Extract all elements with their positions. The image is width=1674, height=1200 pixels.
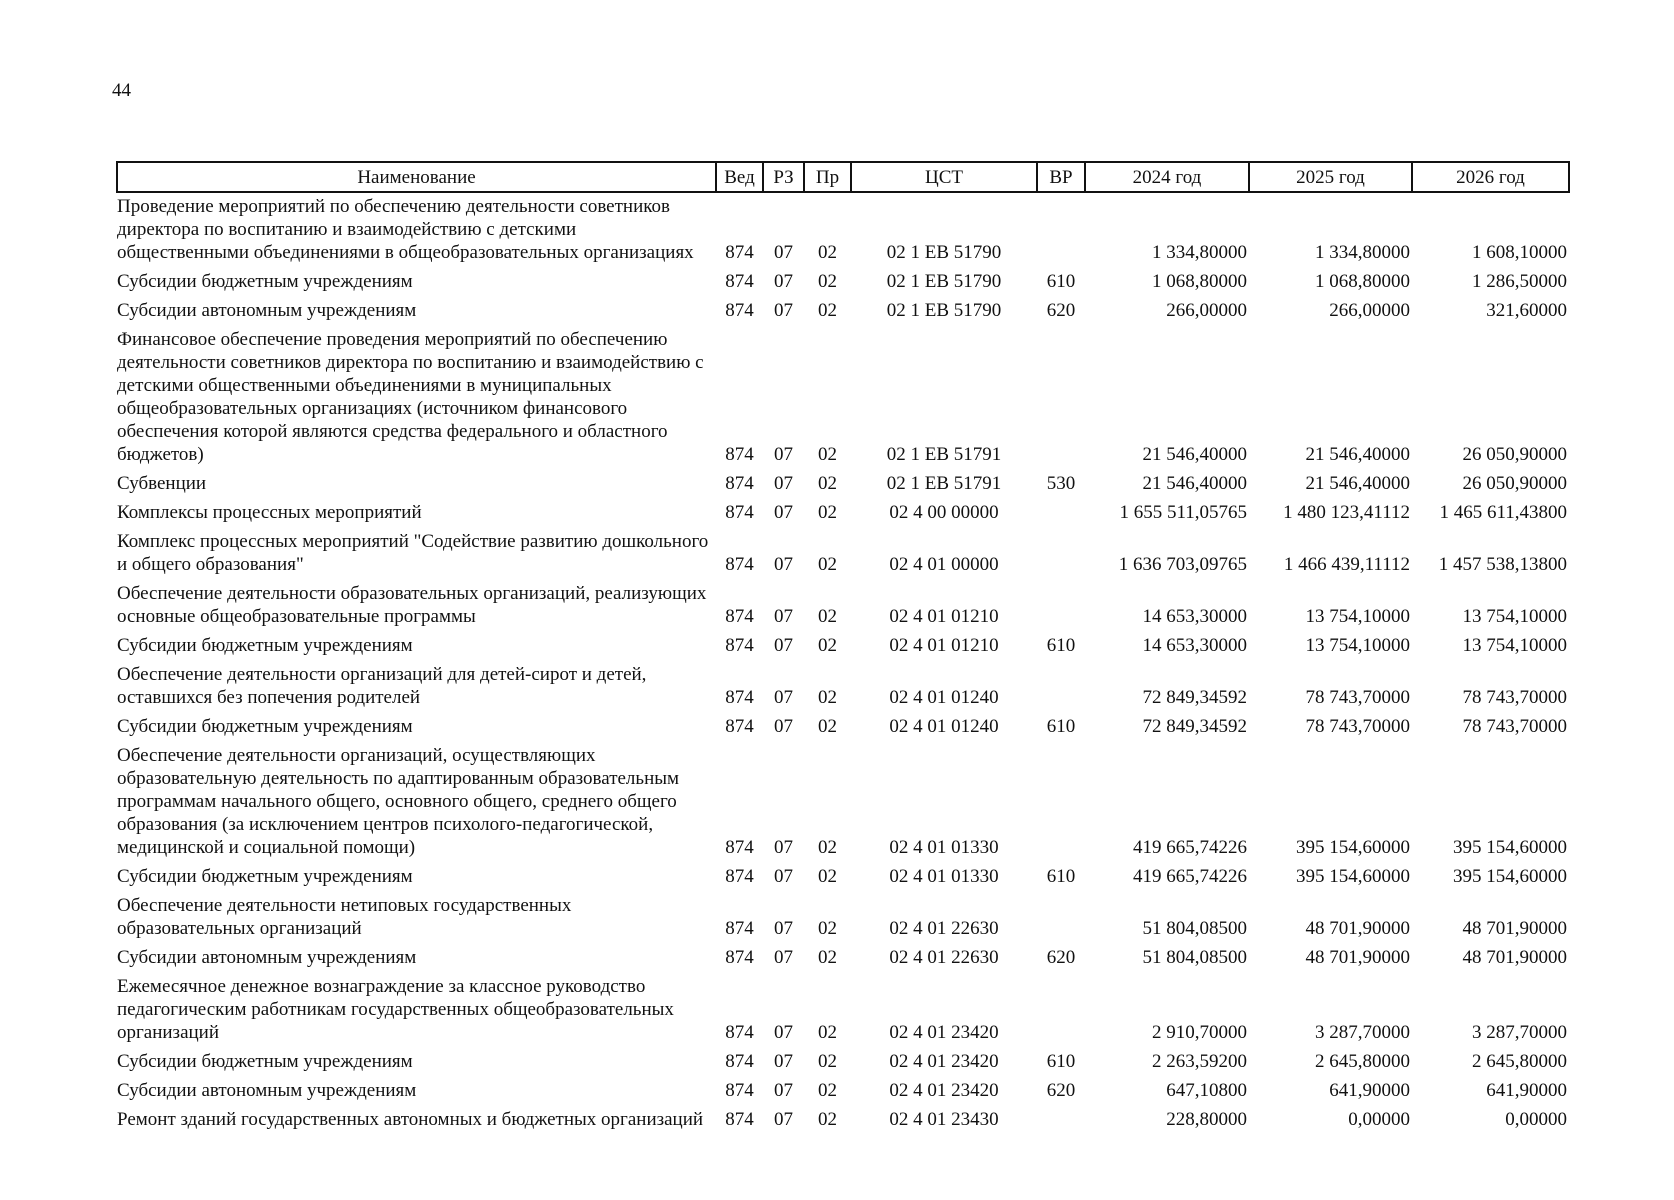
cell-y2025: 21 546,40000 — [1305, 473, 1410, 494]
cell-name: Проведение мероприятий по обеспечению деятельности советников директора по воспитанию и взаимодействию с детскими общественными объединениями в общеобразовательных организациях — [117, 196, 694, 263]
cell-rz: 07 — [774, 1051, 793, 1072]
table-row — [117, 663, 1569, 715]
cell-y2025: 13 754,10000 — [1305, 606, 1410, 627]
cell-cst: 02 4 01 23420 — [889, 1051, 999, 1072]
cell-name: Субсидии автономным учреждениям — [117, 1080, 417, 1101]
cell-y2024: 72 849,34592 — [1142, 716, 1247, 737]
cell-y2025: 641,90000 — [1329, 1080, 1410, 1101]
table-row — [117, 192, 1569, 270]
page-number: 44 — [112, 80, 131, 101]
cell-rz: 07 — [774, 716, 793, 737]
table-row — [117, 530, 1569, 582]
cell-y2025: 78 743,70000 — [1305, 716, 1410, 737]
cell-cst: 02 4 01 23420 — [889, 1080, 999, 1101]
cell-pr: 02 — [818, 716, 837, 737]
cell-cst: 02 4 01 01210 — [889, 635, 999, 656]
cell-ved: 874 — [725, 1080, 754, 1101]
cell-name: Комплексы процессных мероприятий — [117, 502, 422, 523]
cell-y2026: 1 457 538,13800 — [1438, 554, 1567, 575]
cell-y2025: 266,00000 — [1329, 300, 1410, 321]
cell-y2025: 0,00000 — [1348, 1109, 1410, 1130]
table-row — [117, 1079, 1569, 1108]
cell-pr: 02 — [818, 1109, 837, 1130]
cell-y2025: 1 334,80000 — [1315, 242, 1410, 263]
cell-cst: 02 4 01 00000 — [889, 554, 999, 575]
cell-vr: 610 — [1046, 866, 1076, 887]
cell-ved: 874 — [725, 606, 754, 627]
table-header-row — [117, 162, 1569, 192]
cell-y2026: 13 754,10000 — [1462, 635, 1567, 656]
cell-vr: 610 — [1046, 635, 1076, 656]
header-2026: 2026 год — [1412, 162, 1569, 192]
cell-name: Ремонт зданий государственных автономных и бюджетных организаций — [117, 1109, 704, 1130]
cell-name: Субсидии автономным учреждениям — [117, 947, 417, 968]
table-row — [117, 975, 1569, 1050]
cell-name: Комплекс процессных мероприятий "Содействие развитию дошкольного и общего образования" — [117, 531, 709, 575]
cell-vr — [1037, 501, 1085, 530]
cell-y2026: 1 286,50000 — [1472, 271, 1567, 292]
cell-y2026: 3 287,70000 — [1472, 1022, 1567, 1043]
cell-vr — [1037, 192, 1085, 270]
header-2024: 2024 год — [1085, 162, 1249, 192]
cell-pr: 02 — [818, 300, 837, 321]
cell-y2024: 72 849,34592 — [1142, 687, 1247, 708]
cell-vr: 530 — [1046, 473, 1076, 494]
table-row — [117, 582, 1569, 634]
cell-vr — [1037, 328, 1085, 472]
cell-ved: 874 — [725, 300, 754, 321]
table-row — [117, 894, 1569, 946]
cell-rz: 07 — [774, 1080, 793, 1101]
cell-rz: 07 — [774, 473, 793, 494]
cell-pr: 02 — [818, 918, 837, 939]
cell-vr: 620 — [1046, 1080, 1076, 1101]
cell-y2026: 48 701,90000 — [1462, 947, 1567, 968]
cell-y2026: 0,00000 — [1505, 1109, 1567, 1130]
table-row — [117, 1050, 1569, 1079]
cell-y2024: 2 910,70000 — [1152, 1022, 1247, 1043]
cell-rz: 07 — [774, 300, 793, 321]
cell-pr: 02 — [818, 606, 837, 627]
cell-y2024: 14 653,30000 — [1142, 635, 1247, 656]
cell-pr: 02 — [818, 1080, 837, 1101]
cell-rz: 07 — [774, 635, 793, 656]
cell-ved: 874 — [725, 242, 754, 263]
cell-y2026: 78 743,70000 — [1462, 687, 1567, 708]
cell-pr: 02 — [818, 687, 837, 708]
header-ved: Вед — [716, 162, 763, 192]
cell-y2025: 1 068,80000 — [1315, 271, 1410, 292]
table-row — [117, 634, 1569, 663]
cell-cst: 02 1 ЕВ 51791 — [886, 473, 1002, 494]
cell-cst: 02 4 00 00000 — [889, 502, 999, 523]
cell-pr: 02 — [818, 635, 837, 656]
cell-y2026: 26 050,90000 — [1462, 473, 1567, 494]
cell-y2024: 1 636 703,09765 — [1118, 554, 1247, 575]
cell-rz: 07 — [774, 502, 793, 523]
cell-y2024: 51 804,08500 — [1142, 947, 1247, 968]
cell-vr: 610 — [1046, 716, 1076, 737]
header-rz: РЗ — [763, 162, 804, 192]
cell-vr — [1037, 1108, 1085, 1137]
header-2025: 2025 год — [1249, 162, 1412, 192]
cell-y2024: 647,10800 — [1166, 1080, 1247, 1101]
cell-rz: 07 — [774, 444, 793, 465]
cell-ved: 874 — [725, 635, 754, 656]
cell-y2025: 395 154,60000 — [1296, 837, 1410, 858]
cell-ved: 874 — [725, 866, 754, 887]
cell-rz: 07 — [774, 1109, 793, 1130]
cell-rz: 07 — [774, 271, 793, 292]
cell-rz: 07 — [774, 866, 793, 887]
cell-ved: 874 — [725, 1022, 754, 1043]
cell-y2026: 395 154,60000 — [1453, 837, 1567, 858]
cell-pr: 02 — [818, 271, 837, 292]
cell-vr — [1037, 530, 1085, 582]
cell-name: Финансовое обеспечение проведения мероприятий по обеспечению деятельности советников директора по воспитанию и взаимодействию с детскими общественными объединениями в муниципальных общеобразовательных организациях (источником финансового обеспечения которой являются средства федерального и областного бюджетов) — [117, 329, 704, 465]
cell-name: Субсидии бюджетным учреждениям — [117, 1051, 413, 1072]
cell-y2025: 48 701,90000 — [1305, 918, 1410, 939]
cell-y2024: 2 263,59200 — [1152, 1051, 1247, 1072]
cell-y2025: 3 287,70000 — [1315, 1022, 1410, 1043]
cell-name: Субсидии бюджетным учреждениям — [117, 635, 413, 656]
table-body — [117, 192, 1569, 1137]
cell-rz: 07 — [774, 242, 793, 263]
cell-vr — [1037, 663, 1085, 715]
cell-y2024: 51 804,08500 — [1142, 918, 1247, 939]
cell-rz: 07 — [774, 947, 793, 968]
cell-pr: 02 — [818, 1051, 837, 1072]
cell-cst: 02 4 01 01210 — [889, 606, 999, 627]
cell-ved: 874 — [725, 554, 754, 575]
cell-name: Субсидии бюджетным учреждениям — [117, 271, 413, 292]
cell-vr — [1037, 975, 1085, 1050]
cell-y2026: 321,60000 — [1486, 300, 1567, 321]
cell-y2025: 1 480 123,41112 — [1283, 502, 1410, 523]
cell-y2026: 26 050,90000 — [1462, 444, 1567, 465]
cell-cst: 02 4 01 22630 — [889, 918, 999, 939]
cell-cst: 02 1 ЕВ 51790 — [886, 271, 1002, 292]
cell-y2024: 1 068,80000 — [1152, 271, 1247, 292]
table-row — [117, 865, 1569, 894]
cell-y2024: 21 546,40000 — [1142, 473, 1247, 494]
cell-y2025: 395 154,60000 — [1296, 866, 1410, 887]
table-row — [117, 946, 1569, 975]
cell-ved: 874 — [725, 444, 754, 465]
cell-ved: 874 — [725, 918, 754, 939]
budget-table — [116, 161, 1570, 1137]
cell-vr — [1037, 894, 1085, 946]
header-cst: ЦСТ — [851, 162, 1037, 192]
cell-y2025: 13 754,10000 — [1305, 635, 1410, 656]
cell-vr: 610 — [1046, 1051, 1076, 1072]
cell-cst: 02 1 ЕВ 51791 — [886, 444, 1002, 465]
cell-rz: 07 — [774, 606, 793, 627]
cell-cst: 02 4 01 01330 — [889, 837, 999, 858]
header-pr: Пр — [804, 162, 851, 192]
cell-pr: 02 — [818, 866, 837, 887]
cell-cst: 02 1 ЕВ 51790 — [886, 300, 1002, 321]
cell-y2024: 1 655 511,05765 — [1119, 502, 1247, 523]
cell-ved: 874 — [725, 687, 754, 708]
table-row — [117, 270, 1569, 299]
cell-name: Обеспечение деятельности образовательных организаций, реализующих основные общеобразовательные программы — [117, 583, 707, 627]
cell-y2026: 78 743,70000 — [1462, 716, 1567, 737]
cell-y2024: 419 665,74226 — [1133, 837, 1247, 858]
cell-pr: 02 — [818, 473, 837, 494]
cell-pr: 02 — [818, 242, 837, 263]
cell-rz: 07 — [774, 687, 793, 708]
cell-ved: 874 — [725, 502, 754, 523]
cell-y2024: 419 665,74226 — [1133, 866, 1247, 887]
cell-cst: 02 4 01 22630 — [889, 947, 999, 968]
cell-name: Ежемесячное денежное вознаграждение за классное руководство педагогическим работникам государственных общеобразовательных организаций — [117, 976, 674, 1043]
cell-name: Субвенции — [117, 473, 207, 494]
cell-y2024: 266,00000 — [1166, 300, 1247, 321]
cell-y2025: 1 466 439,11112 — [1283, 554, 1410, 575]
cell-name: Субсидии бюджетным учреждениям — [117, 716, 413, 737]
cell-cst: 02 4 01 23420 — [889, 1022, 999, 1043]
cell-y2026: 395 154,60000 — [1453, 866, 1567, 887]
cell-y2026: 1 608,10000 — [1472, 242, 1567, 263]
cell-ved: 874 — [725, 271, 754, 292]
cell-vr: 620 — [1046, 947, 1076, 968]
cell-pr: 02 — [818, 947, 837, 968]
table-row — [117, 1108, 1569, 1137]
table-row — [117, 472, 1569, 501]
cell-pr: 02 — [818, 502, 837, 523]
header-name: Наименование — [117, 162, 716, 192]
cell-y2026: 2 645,80000 — [1472, 1051, 1567, 1072]
cell-ved: 874 — [725, 716, 754, 737]
cell-name: Субсидии бюджетным учреждениям — [117, 866, 413, 887]
table-row — [117, 715, 1569, 744]
cell-vr — [1037, 582, 1085, 634]
cell-name: Обеспечение деятельности организаций для детей-сирот и детей, оставшихся без попечения родителей — [117, 664, 647, 708]
cell-pr: 02 — [818, 554, 837, 575]
cell-y2025: 48 701,90000 — [1305, 947, 1410, 968]
table-row — [117, 328, 1569, 472]
cell-rz: 07 — [774, 918, 793, 939]
cell-ved: 874 — [725, 473, 754, 494]
cell-name: Обеспечение деятельности нетиповых государственных образовательных организаций — [117, 895, 572, 939]
cell-y2026: 641,90000 — [1486, 1080, 1567, 1101]
cell-cst: 02 1 ЕВ 51790 — [886, 242, 1002, 263]
cell-pr: 02 — [818, 1022, 837, 1043]
cell-y2025: 21 546,40000 — [1305, 444, 1410, 465]
cell-cst: 02 4 01 01240 — [889, 687, 999, 708]
cell-ved: 874 — [725, 1051, 754, 1072]
cell-ved: 874 — [725, 1109, 754, 1130]
table-row — [117, 501, 1569, 530]
table-row — [117, 744, 1569, 865]
cell-ved: 874 — [725, 947, 754, 968]
cell-vr: 610 — [1046, 271, 1076, 292]
cell-y2024: 21 546,40000 — [1142, 444, 1247, 465]
cell-y2024: 14 653,30000 — [1142, 606, 1247, 627]
cell-pr: 02 — [818, 444, 837, 465]
cell-y2025: 2 645,80000 — [1315, 1051, 1410, 1072]
cell-y2026: 1 465 611,43800 — [1439, 502, 1567, 523]
cell-cst: 02 4 01 01240 — [889, 716, 999, 737]
cell-y2024: 1 334,80000 — [1152, 242, 1247, 263]
cell-rz: 07 — [774, 554, 793, 575]
cell-y2026: 13 754,10000 — [1462, 606, 1567, 627]
cell-rz: 07 — [774, 1022, 793, 1043]
cell-name: Обеспечение деятельности организаций, осуществляющих образовательную деятельность по адаптированным образовательным программам начального общего, основного общего, среднего общего образования (за исключением центров психолого-педагогической, медицинской и социальной помощи) — [117, 745, 680, 858]
cell-cst: 02 4 01 23430 — [889, 1109, 999, 1130]
cell-rz: 07 — [774, 837, 793, 858]
cell-ved: 874 — [725, 837, 754, 858]
table-row — [117, 299, 1569, 328]
cell-y2026: 48 701,90000 — [1462, 918, 1567, 939]
cell-pr: 02 — [818, 837, 837, 858]
cell-y2024: 228,80000 — [1166, 1109, 1247, 1130]
header-vr: ВР — [1037, 162, 1085, 192]
cell-y2025: 78 743,70000 — [1305, 687, 1410, 708]
cell-cst: 02 4 01 01330 — [889, 866, 999, 887]
cell-vr: 620 — [1046, 300, 1076, 321]
cell-vr — [1037, 744, 1085, 865]
cell-name: Субсидии автономным учреждениям — [117, 300, 417, 321]
